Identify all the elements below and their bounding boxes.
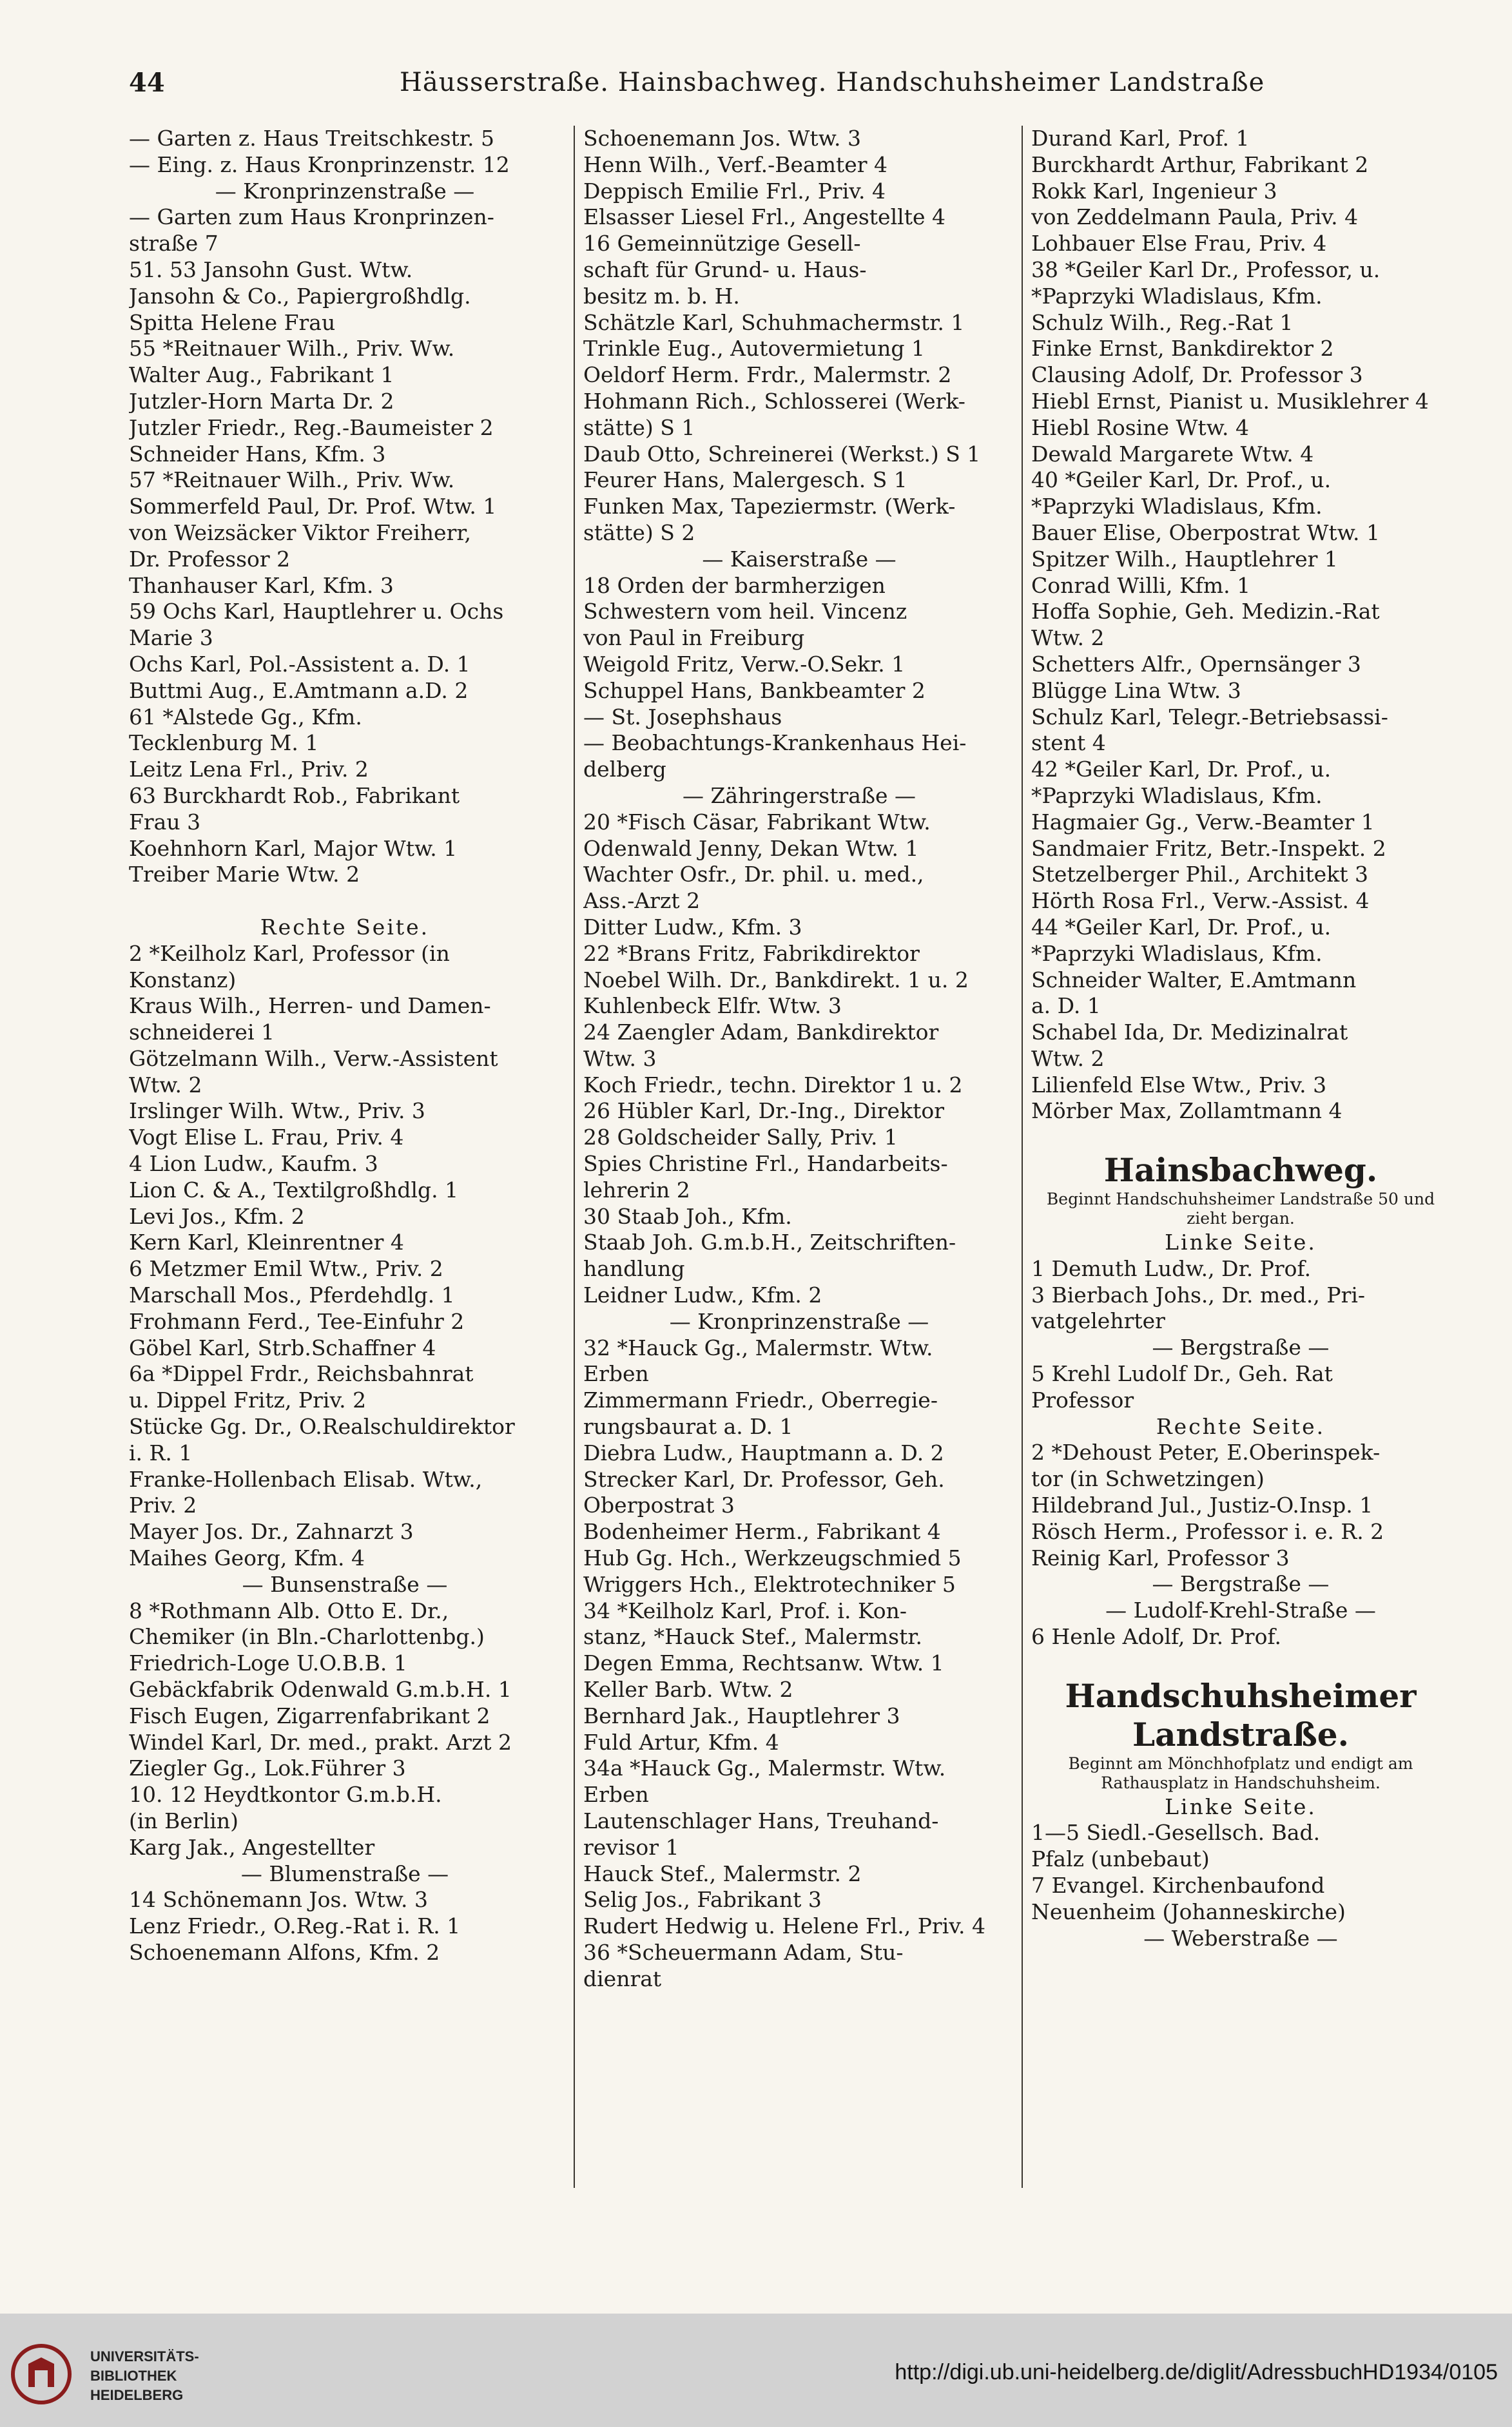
running-title: Häusserstraße. Hainsbachweg. Handschuhsheimer Landstraße	[400, 68, 1265, 97]
entry-line: rungsbaurat a. D. 1	[583, 1414, 793, 1440]
entry-line: 30 Staab Joh., Kfm.	[583, 1203, 792, 1229]
entry-line: Keller Barb. Wtw. 2	[583, 1677, 793, 1703]
entry-line: 32 *Hauck Gg., Malermstr. Wtw.	[583, 1335, 933, 1360]
entry-line: Rokk Karl, Ingenieur 3	[1031, 178, 1277, 204]
entry-line: *Paprzyki Wladislaus, Kfm.	[1031, 494, 1323, 519]
entry-line: Hoffa Sophie, Geh. Medizin.-Rat	[1031, 599, 1380, 624]
entry-line: Koehnhorn Karl, Major Wtw. 1	[129, 835, 458, 861]
entry-line: Tecklenburg M. 1	[129, 730, 319, 756]
street-description: Beginnt am Mönchhofplatz und endigt am Rathausplatz in Handschuhsheim.	[1068, 1754, 1413, 1792]
entry-line: Weigold Fritz, Verw.-O.Sekr. 1	[583, 651, 906, 677]
entry-line: Spitzer Wilh., Hauptlehrer 1	[1031, 546, 1338, 572]
source-url-link[interactable]: http://digi.ub.uni-heidelberg.de/diglit/AdressbuchHD1934/0105	[895, 2360, 1498, 2384]
entry-line: Henn Wilh., Verf.-Beamter 4	[583, 151, 888, 177]
entry-line: Jansohn & Co., Papiergroßhdlg.	[129, 283, 471, 309]
entry-line: 24 Zaengler Adam, Bankdirektor	[583, 1020, 939, 1045]
entry-line: Reinig Karl, Professor 3	[1031, 1545, 1290, 1571]
entry-line: besitz m. b. H.	[583, 283, 740, 309]
entry-line: Oeldorf Herm. Frdr., Malermstr. 2	[583, 362, 952, 388]
entry-line: Fuld Artur, Kfm. 4	[583, 1729, 779, 1755]
entry-line: Feurer Hans, Malergesch. S 1	[583, 467, 907, 493]
entry-line: Leidner Ludw., Kfm. 2	[583, 1282, 822, 1308]
entry-line: Zimmermann Friedr., Oberregie-	[583, 1388, 938, 1413]
entry-line: stanz, *Hauck Stef., Malermstr.	[583, 1624, 923, 1650]
entry-line: 4 Lion Ludw., Kaufm. 3	[129, 1151, 378, 1177]
entry-line: 22 *Brans Fritz, Fabrikdirektor	[583, 940, 920, 966]
entry-line: Degen Emma, Rechtsanw. Wtw. 1	[583, 1650, 944, 1676]
entry-line: Schulz Wilh., Reg.-Rat 1	[1031, 309, 1294, 335]
entry-line: Frau 3	[129, 809, 201, 835]
entry-line: Ochs Karl, Pol.-Assistent a. D. 1	[129, 651, 470, 677]
entry-line: delberg	[583, 757, 666, 782]
entry-line: Frohmann Ferd., Tee-Einfuhr 2	[129, 1308, 465, 1334]
entry-line: Stücke Gg. Dr., O.Realschuldirektor	[129, 1414, 515, 1440]
entry-line: Professor	[1031, 1387, 1134, 1413]
entry-line: 2 *Keilholz Karl, Professor (in	[129, 940, 450, 966]
entry-line: Wriggers Hch., Elektrotechniker 5	[583, 1571, 956, 1597]
entry-line: Bernhard Jak., Hauptlehrer 3	[583, 1703, 900, 1728]
entry-line: Daub Otto, Schreinerei (Werkst.) S 1	[583, 441, 981, 467]
entry-line: Conrad Willi, Kfm. 1	[1031, 572, 1251, 598]
entry-line: *Paprzyki Wladislaus, Kfm.	[1031, 283, 1323, 309]
entry-line: Noebel Wilh. Dr., Bankdirekt. 1 u. 2	[583, 967, 969, 992]
column-middle	[583, 126, 1015, 1993]
entry-line: Kuhlenbeck Elfr. Wtw. 3	[583, 993, 842, 1019]
entry-line: Schoenemann Alfons, Kfm. 2	[129, 1939, 440, 1965]
street-heading: Hainsbachweg.	[1103, 1151, 1378, 1190]
section-heading: Rechte Seite.	[260, 914, 430, 940]
entry-line: Wtw. 2	[1031, 1045, 1105, 1071]
entry-line: Wtw. 2	[129, 1072, 202, 1097]
entry-line: Burckhardt Arthur, Fabrikant 2	[1031, 151, 1369, 177]
entry-line: 57 *Reitnauer Wilh., Priv. Ww.	[129, 467, 455, 493]
entry-line: 28 Goldscheider Sally, Priv. 1	[583, 1125, 898, 1150]
entry-line: 40 *Geiler Karl, Dr. Prof., u.	[1031, 467, 1332, 493]
entry-line: Rudert Hedwig u. Helene Frl., Priv. 4	[583, 1913, 985, 1939]
entry-line	[1031, 1650, 1450, 1677]
entry-line: Hiebl Ernst, Pianist u. Musiklehrer 4	[1031, 388, 1429, 414]
entry-line: 6 Henle Adolf, Dr. Prof.	[1031, 1624, 1281, 1650]
section-heading: Linke Seite.	[1165, 1230, 1317, 1255]
column-divider	[1022, 126, 1023, 2188]
entry-line: stätte) S 2	[583, 519, 695, 545]
entry-line: Odenwald Jenny, Dekan Wtw. 1	[583, 835, 919, 861]
entry-line: Lion C. & A., Textilgroßhdlg. 1	[129, 1177, 459, 1203]
entry-line: 20 *Fisch Cäsar, Fabrikant Wtw.	[583, 809, 931, 835]
entry-line: Hagmaier Gg., Verw.-Beamter 1	[1031, 809, 1375, 835]
entry-line: 10. 12 Heydtkontor G.m.b.H.	[129, 1782, 442, 1808]
entry-line: 38 *Geiler Karl Dr., Professor, u.	[1031, 256, 1381, 282]
entry-line: Bodenheimer Herm., Fabrikant 4	[583, 1519, 941, 1545]
entry-line: Spies Christine Frl., Handarbeits-	[583, 1151, 948, 1177]
entry-line: Priv. 2	[129, 1493, 197, 1518]
entry-line: 1 Demuth Ludw., Dr. Prof.	[1031, 1255, 1312, 1281]
street-heading: Landstraße.	[1132, 1715, 1350, 1754]
entry-line: — Bunsenstraße —	[242, 1571, 448, 1597]
library-name	[90, 2347, 199, 2405]
entry-line: — St. Josephshaus	[583, 704, 782, 730]
entry-line: — Zähringerstraße —	[682, 782, 916, 808]
entry-line: — Bergstraße —	[1152, 1335, 1330, 1360]
entry-line: Fisch Eugen, Zigarrenfabrikant 2	[129, 1703, 490, 1728]
entry-line: — Garten z. Haus Treitschkestr. 5	[129, 126, 494, 151]
entry-line: Jutzler Friedr., Reg.-Baumeister 2	[129, 414, 494, 440]
entry-line: Vogt Elise L. Frau, Priv. 4	[129, 1125, 404, 1150]
entry-line: Hauck Stef., Malermstr. 2	[583, 1861, 862, 1886]
entry-line: vatgelehrter	[1031, 1308, 1165, 1334]
entry-line: 61 *Alstede Gg., Kfm.	[129, 704, 362, 730]
entry-line: Koch Friedr., techn. Direktor 1 u. 2	[583, 1072, 963, 1097]
entry-line: — Beobachtungs-Krankenhaus Hei-	[583, 730, 967, 756]
entry-line: Hildebrand Jul., Justiz-O.Insp. 1	[1031, 1493, 1373, 1518]
entry-line: lehrerin 2	[583, 1177, 690, 1203]
entry-line: Schoenemann Jos. Wtw. 3	[583, 126, 861, 151]
entry-line: Lilienfeld Else Wtw., Priv. 3	[1031, 1072, 1327, 1097]
library-logo-icon	[9, 2342, 73, 2406]
entry-line: von Weizsäcker Viktor Freiherr,	[129, 519, 471, 545]
column-divider	[574, 126, 575, 2188]
entry-line: Erben	[583, 1782, 649, 1808]
entry-line: dienrat	[583, 1966, 662, 1991]
entry-line: Strecker Karl, Dr. Professor, Geh.	[583, 1466, 945, 1492]
entry-line: i. R. 1	[129, 1440, 193, 1465]
entry-line: Schneider Walter, E.Amtmann	[1031, 967, 1357, 992]
entry-line: Wachter Osfr., Dr. phil. u. med.,	[583, 862, 924, 887]
entry-line: Hiebl Rosine Wtw. 4	[1031, 414, 1249, 440]
entry-line: Marschall Mos., Pferdehdlg. 1	[129, 1282, 455, 1308]
entry-line: Trinkle Eug., Autovermietung 1	[583, 336, 926, 362]
entry-line: Walter Aug., Fabrikant 1	[129, 362, 394, 388]
entry-line: Hub Gg. Hch., Werkzeugschmied 5	[583, 1545, 962, 1571]
entry-line: Lautenschlager Hans, Treuhand-	[583, 1808, 939, 1833]
entry-line: Karg Jak., Angestellter	[129, 1834, 375, 1860]
entry-line: Chemiker (in Bln.-Charlottenbg.)	[129, 1624, 485, 1650]
entry-line: 1—5 Siedl.-Gesellsch. Bad.	[1031, 1820, 1321, 1846]
column-right	[1031, 126, 1450, 1951]
library-name-line: HEIDELBERG	[90, 2387, 184, 2403]
entry-line: 36 *Scheuermann Adam, Stu-	[583, 1939, 904, 1965]
entry-line: revisor 1	[583, 1834, 679, 1860]
entry-line: schneiderei 1	[129, 1020, 275, 1045]
entry-line: 3 Bierbach Johs., Dr. med., Pri-	[1031, 1282, 1366, 1308]
entry-line: Gebäckfabrik Odenwald G.m.b.H. 1	[129, 1677, 512, 1703]
entry-line: Sandmaier Fritz, Betr.-Inspekt. 2	[1031, 835, 1386, 861]
entry-line: Deppisch Emilie Frl., Priv. 4	[583, 178, 886, 204]
entry-line: handlung	[583, 1256, 685, 1282]
column-left	[129, 126, 561, 1966]
entry-line: Irslinger Wilh. Wtw., Priv. 3	[129, 1098, 425, 1124]
section-heading: Linke Seite.	[1165, 1794, 1317, 1819]
entry-line: Pfalz (unbebaut)	[1031, 1846, 1210, 1872]
entry-line: Ziegler Gg., Lok.Führer 3	[129, 1755, 406, 1781]
entry-line: u. Dippel Fritz, Priv. 2	[129, 1388, 367, 1413]
entry-line: Ass.-Arzt 2	[583, 888, 701, 914]
entry-line: — Weberstraße —	[1143, 1925, 1338, 1951]
entry-line: 55 *Reitnauer Wilh., Priv. Ww.	[129, 336, 455, 362]
entry-line: Mörber Max, Zollamtmann 4	[1031, 1098, 1342, 1124]
entry-line: Windel Karl, Dr. med., prakt. Arzt 2	[129, 1729, 512, 1755]
entry-line: 14 Schönemann Jos. Wtw. 3	[129, 1887, 428, 1913]
entry-line: Finke Ernst, Bankdirektor 2	[1031, 336, 1334, 362]
entry-line	[1031, 1125, 1450, 1151]
entry-line: Maihes Georg, Kfm. 4	[129, 1545, 365, 1571]
entry-line: Friedrich-Loge U.O.B.B. 1	[129, 1650, 407, 1676]
entry-line: — Bergstraße —	[1152, 1571, 1330, 1597]
entry-line: Clausing Adolf, Dr. Professor 3	[1031, 362, 1363, 388]
entry-line: 6 Metzmer Emil Wtw., Priv. 2	[129, 1256, 443, 1282]
entry-line: Marie 3	[129, 625, 213, 651]
entry-line: Neuenheim (Johanneskirche)	[1031, 1899, 1346, 1924]
entry-line: Dr. Professor 2	[129, 546, 291, 572]
entry-line: Schetters Alfr., Opernsänger 3	[1031, 651, 1361, 677]
entry-line: Schätzle Karl, Schuhmachermstr. 1	[583, 309, 965, 335]
entry-line: 51. 53 Jansohn Gust. Wtw.	[129, 256, 413, 282]
entry-line: Wtw. 2	[1031, 625, 1105, 651]
entry-line: Dewald Margarete Wtw. 4	[1031, 441, 1314, 467]
entry-line: — Kronprinzenstraße —	[669, 1308, 929, 1334]
entry-line: Durand Karl, Prof. 1	[1031, 126, 1250, 151]
entry-line: — Kronprinzenstraße —	[215, 178, 475, 204]
entry-line: Lohbauer Else Frau, Priv. 4	[1031, 231, 1327, 256]
section-heading: Rechte Seite.	[1156, 1413, 1326, 1439]
entry-line: stent 4	[1031, 730, 1106, 756]
entry-line: 59 Ochs Karl, Hauptlehrer u. Ochs	[129, 599, 504, 624]
entry-line: Schabel Ida, Dr. Medizinalrat	[1031, 1020, 1348, 1045]
entry-line: (in Berlin)	[129, 1808, 238, 1833]
entry-line: Stetzelberger Phil., Architekt 3	[1031, 862, 1368, 887]
entry-line: — Garten zum Haus Kronprinzen-	[129, 204, 494, 230]
entry-line: *Paprzyki Wladislaus, Kfm.	[1031, 940, 1323, 966]
entry-line: 5 Krehl Ludolf Dr., Geh. Rat	[1031, 1361, 1333, 1387]
entry-line: Treiber Marie Wtw. 2	[129, 862, 360, 887]
street-description: Beginnt Handschuhsheimer Landstraße 50 und zieht bergan.	[1046, 1190, 1435, 1228]
entry-line: 16 Gemeinnützige Gesell-	[583, 231, 861, 256]
entry-line: schaft für Grund- u. Haus-	[583, 256, 867, 282]
entry-line: — Blumenstraße —	[240, 1861, 449, 1886]
entry-line: Lenz Friedr., O.Reg.-Rat i. R. 1	[129, 1913, 461, 1939]
entry-line: Konstanz)	[129, 967, 237, 992]
entry-line: Schneider Hans, Kfm. 3	[129, 441, 386, 467]
entry-line: Jutzler-Horn Marta Dr. 2	[129, 388, 394, 414]
entry-line: tor (in Schwetzingen)	[1031, 1466, 1265, 1492]
entry-line: stätte) S 1	[583, 414, 695, 440]
entry-line: — Ludolf-Krehl-Straße —	[1105, 1598, 1376, 1623]
entry-line: Blügge Lina Wtw. 3	[1031, 677, 1241, 703]
entry-line: 44 *Geiler Karl, Dr. Prof., u.	[1031, 914, 1332, 940]
entry-line: Hohmann Rich., Schlosserei (Werk-	[583, 388, 965, 414]
entry-line: 34 *Keilholz Karl, Prof. i. Kon-	[583, 1598, 907, 1623]
entry-line: Elsasser Liesel Frl., Angestellte 4	[583, 204, 945, 230]
entry-line: Kern Karl, Kleinrentner 4	[129, 1230, 404, 1255]
entry-line: Franke-Hollenbach Elisab. Wtw.,	[129, 1466, 483, 1492]
entry-line	[129, 888, 561, 914]
entry-line: Leitz Lena Frl., Priv. 2	[129, 757, 369, 782]
entry-line: 26 Hübler Karl, Dr.-Ing., Direktor	[583, 1098, 944, 1124]
entry-line: Göbel Karl, Strb.Schaffner 4	[129, 1335, 436, 1360]
entry-line: Spitta Helene Frau	[129, 309, 336, 335]
entry-line: 18 Orden der barmherzigen	[583, 572, 886, 598]
entry-line: Rösch Herm., Professor i. e. R. 2	[1031, 1518, 1384, 1544]
entry-line: Erben	[583, 1361, 649, 1387]
street-heading: Handschuhsheimer	[1065, 1676, 1417, 1715]
entry-line: Sommerfeld Paul, Dr. Prof. Wtw. 1	[129, 494, 497, 519]
entry-line: straße 7	[129, 231, 218, 256]
entry-line: Staab Joh. G.m.b.H., Zeitschriften-	[583, 1230, 956, 1255]
entry-line: 34a *Hauck Gg., Malermstr. Wtw.	[583, 1755, 946, 1781]
entry-line: Hörth Rosa Frl., Verw.-Assist. 4	[1031, 888, 1370, 914]
entry-line: Schuppel Hans, Bankbeamter 2	[583, 677, 926, 703]
entry-line: Bauer Elise, Oberpostrat Wtw. 1	[1031, 519, 1380, 545]
entry-line: *Paprzyki Wladislaus, Kfm.	[1031, 782, 1323, 808]
entry-line: Levi Jos., Kfm. 2	[129, 1203, 305, 1229]
entry-line: 63 Burckhardt Rob., Fabrikant	[129, 782, 460, 808]
viewer-footer	[0, 2314, 1512, 2427]
library-name-line: BIBLIOTHEK	[90, 2368, 177, 2384]
page-header	[129, 61, 1347, 113]
entry-line: — Kaiserstraße —	[702, 546, 897, 572]
entry-line: 42 *Geiler Karl, Dr. Prof., u.	[1031, 757, 1332, 782]
entry-line: 7 Evangel. Kirchenbaufond	[1031, 1873, 1325, 1899]
entry-line: Wtw. 3	[583, 1045, 657, 1071]
entry-line: Kraus Wilh., Herren- und Damen-	[129, 993, 491, 1019]
library-name-line: UNIVERSITÄTS-	[90, 2348, 199, 2364]
entry-line: Oberpostrat 3	[583, 1493, 735, 1518]
entry-line: 2 *Dehoust Peter, E.Oberinspek-	[1031, 1440, 1381, 1465]
entry-line: Schwestern vom heil. Vincenz	[583, 599, 907, 624]
entry-line: Funken Max, Tapeziermstr. (Werk-	[583, 494, 956, 519]
entry-line: Selig Jos., Fabrikant 3	[583, 1887, 822, 1913]
entry-line: von Paul in Freiburg	[583, 625, 805, 651]
entry-line: von Zeddelmann Paula, Priv. 4	[1031, 204, 1359, 230]
entry-line: Götzelmann Wilh., Verw.-Assistent	[129, 1045, 498, 1071]
entry-line: Ditter Ludw., Kfm. 3	[583, 914, 802, 940]
entry-line: Thanhauser Karl, Kfm. 3	[129, 572, 394, 598]
entry-line: Mayer Jos. Dr., Zahnarzt 3	[129, 1519, 414, 1545]
entry-line: 6a *Dippel Frdr., Reichsbahnrat	[129, 1361, 474, 1387]
entry-line: Schulz Karl, Telegr.-Betriebsassi-	[1031, 704, 1388, 730]
page-number: 44	[129, 68, 165, 98]
entry-line: Diebra Ludw., Hauptmann a. D. 2	[583, 1440, 944, 1465]
entry-line: — Eing. z. Haus Kronprinzenstr. 12	[129, 151, 510, 177]
entry-line: Buttmi Aug., E.Amtmann a.D. 2	[129, 677, 469, 703]
entry-line: a. D. 1	[1031, 993, 1101, 1019]
entry-line: 8 *Rothmann Alb. Otto E. Dr.,	[129, 1598, 449, 1623]
